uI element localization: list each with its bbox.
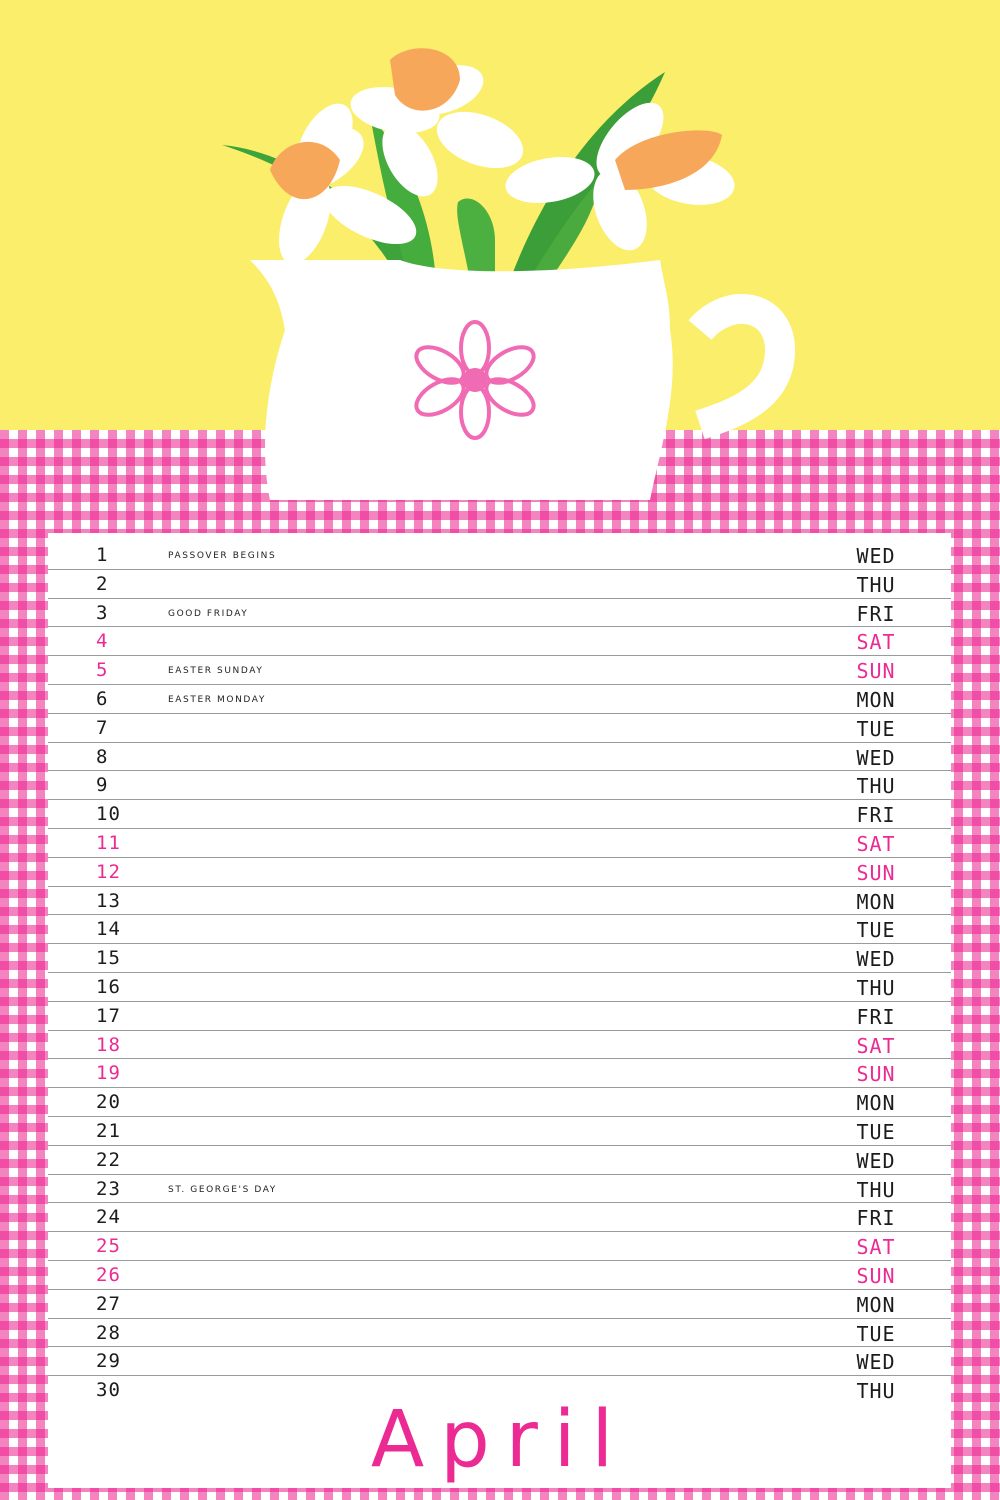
day-number: 6 [96,687,109,710]
weekday-name: FRI [856,1206,896,1231]
day-row [48,1203,951,1232]
weekday-name: SAT [856,831,896,856]
weekday-name: WED [856,1350,896,1375]
weekday-name: SUN [856,1263,896,1288]
day-row [48,915,951,944]
day-row [48,743,951,772]
days-list [48,541,951,1405]
day-row [48,1319,951,1348]
day-number: 15 [96,947,121,970]
day-number: 13 [96,889,121,912]
day-number: 7 [96,716,109,739]
weekday-name: TUE [856,716,896,741]
weekday-name: THU [856,1177,896,1202]
month-title: April [370,1395,630,1485]
day-number: 4 [96,630,109,653]
day-number: 12 [96,860,121,883]
day-row [48,714,951,743]
weekday-name: SUN [856,1062,896,1087]
top-flower [347,48,531,205]
weekday-name: WED [856,947,896,972]
day-row [48,944,951,973]
day-row [48,1290,951,1319]
day-row [48,1175,951,1204]
day-row [48,1002,951,1031]
weekday-name: FRI [856,601,896,626]
weekday-name: THU [856,572,896,597]
day-number: 9 [96,774,109,797]
day-row [48,1088,951,1117]
day-number: 18 [96,1033,121,1056]
day-event: PASSOVER BEGINS [168,551,277,561]
day-number: 16 [96,975,121,998]
day-number: 26 [96,1263,121,1286]
day-number: 10 [96,803,121,826]
day-number: 19 [96,1062,121,1085]
day-row [48,1261,951,1290]
day-event: EASTER SUNDAY [168,666,264,677]
day-row [48,570,951,599]
weekday-name: SUN [856,860,896,885]
day-row [48,627,951,656]
weekday-name: TUE [856,1321,896,1346]
weekday-name: FRI [856,803,896,828]
weekday-name: SAT [856,1235,896,1260]
day-number: 2 [96,572,109,595]
weekday-name: THU [856,1379,896,1404]
day-row [48,599,951,628]
day-row [48,800,951,829]
day-number: 8 [96,745,109,768]
weekday-name: MON [856,687,896,712]
day-number: 30 [96,1379,121,1402]
flower-jug-illustration [210,30,810,530]
weekday-name: WED [856,1148,896,1173]
day-event: GOOD FRIDAY [168,608,249,619]
day-number: 24 [96,1206,121,1229]
day-number: 5 [96,659,109,682]
day-event: ST. GEORGE'S DAY [168,1184,277,1195]
day-row [48,1117,951,1146]
day-row [48,973,951,1002]
day-row [48,1031,951,1060]
day-number: 20 [96,1091,121,1114]
day-row [48,1232,951,1261]
day-row [48,541,951,570]
weekday-name: THU [856,774,896,799]
day-number: 21 [96,1119,121,1142]
day-number: 14 [96,918,121,941]
day-number: 25 [96,1235,121,1258]
day-number: 17 [96,1004,121,1027]
day-row [48,656,951,685]
day-number: 29 [96,1350,121,1373]
weekday-name: WED [856,745,896,770]
day-row [48,771,951,800]
day-number: 22 [96,1148,121,1171]
weekday-name: TUE [856,918,896,943]
day-row [48,1059,951,1088]
weekday-name: SAT [856,1033,896,1058]
day-row [48,685,951,714]
weekday-name: MON [856,1091,896,1116]
day-number: 11 [96,831,121,854]
weekday-name: SUN [856,659,896,684]
day-number: 1 [96,544,109,566]
weekday-name: WED [856,544,896,568]
day-row [48,887,951,916]
day-row [48,858,951,887]
day-row [48,1347,951,1376]
weekday-name: FRI [856,1004,896,1029]
day-number: 23 [96,1177,121,1200]
day-row [48,829,951,858]
day-number: 27 [96,1292,121,1315]
weekday-name: MON [856,889,896,914]
weekday-name: TUE [856,1119,896,1144]
day-number: 28 [96,1321,121,1344]
weekday-name: SAT [856,630,896,655]
weekday-name: MON [856,1292,896,1317]
day-event: EASTER MONDAY [168,694,266,705]
calendar-panel [48,533,951,1488]
day-number: 3 [96,601,109,624]
weekday-name: THU [856,975,896,1000]
day-row [48,1146,951,1175]
